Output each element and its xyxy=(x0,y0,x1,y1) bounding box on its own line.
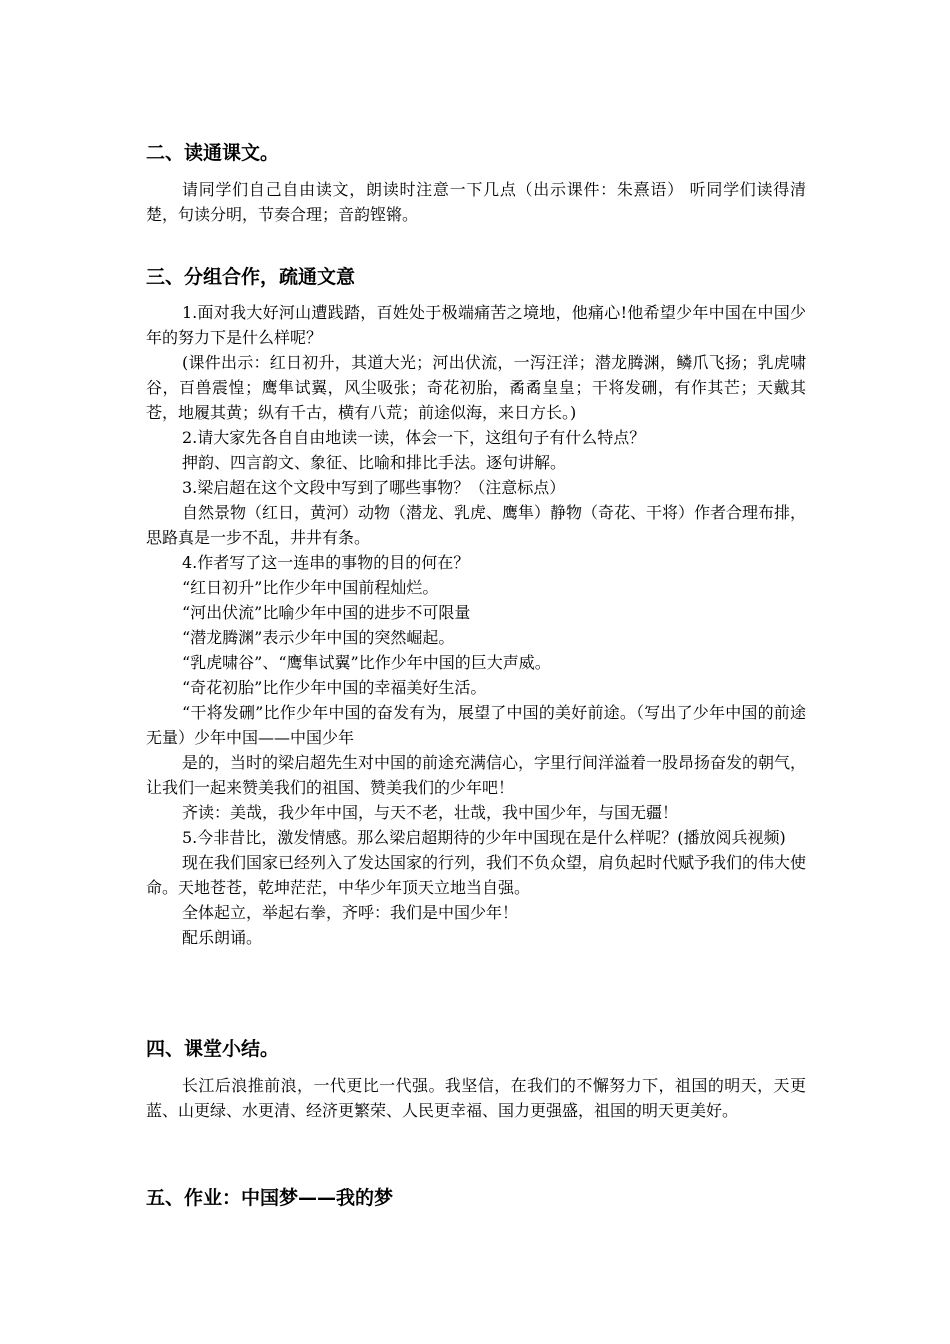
paragraph-read-instructions: 请同学们自己自由读文，朗读时注意一下几点（出示课件：朱熹语） 听同学们读得清楚，句读分明，节奏合理；音韵铿锵。 xyxy=(146,180,806,224)
question-4: 4.作者写了这一连串的事物的目的何在？ xyxy=(182,553,470,572)
answer-5: 现在我们国家已经列入了发达国家的行列，我们不负众望，肩负起时代赋予我们的伟大使命。天地苍苍，乾坤茫茫，中华少年顶天立地当自强。 xyxy=(146,853,807,897)
music-recitation: 配乐朗诵。 xyxy=(182,928,263,947)
question-5: 5.今非昔比，激发情感。那么梁启超期待的少年中国现在是什么样呢？(播放阅兵视频) xyxy=(182,828,786,847)
section-title-homework: 五、作业：中国梦——我的梦 xyxy=(146,1187,394,1209)
group-work-content xyxy=(146,300,806,950)
section-title-summary: 四、课堂小结。 xyxy=(146,1038,280,1060)
commentary: 是的，当时的梁启超先生对中国的前途充满信心，字里行间洋溢着一股昂扬奋发的朝气，让我们一起来赞美我们的祖国、赞美我们的少年吧！ xyxy=(146,753,807,797)
answer-3: 自然景物（红日，黄河）动物（潜龙、乳虎、鹰隼）静物（奇花、干将）作者合理布排，思路真是一步不乱，井井有条。 xyxy=(146,503,807,547)
chorus-reading: 齐读：美哉，我少年中国，与天不老，壮哉，我中国少年，与国无疆！ xyxy=(182,803,679,822)
question-2: 2.请大家先各自自由地读一读，体会一下，这组句子有什么特点？ xyxy=(182,428,646,447)
stand-up-instruction: 全体起立，举起右拳，齐呼：我们是中国少年！ xyxy=(182,903,519,922)
question-3: 3.梁启超在这个文段中写到了哪些事物？（注意标点） xyxy=(182,478,566,497)
section-title-group-work: 三、分组合作，疏通文意 xyxy=(146,266,356,288)
paragraph-summary: 长江后浪推前浪，一代更比一代强。我坚信，在我们的不懈努力下，祖国的明天，天更蓝、山更绿、水更清、经济更繁荣、人民更幸福、国力更强盛，祖国的明天更美好。 xyxy=(146,1076,806,1120)
answer-4-line-3: “潜龙腾渊”表示少年中国的突然崛起。 xyxy=(182,628,455,647)
answer-4-line-4: “乳虎啸谷”、“鹰隼试翼”比作少年中国的巨大声威。 xyxy=(182,653,551,672)
courseware-quote: (课件出示：红日初升，其道大光；河出伏流，一泻汪洋；潜龙腾渊，鳞爪飞扬；乳虎啸谷，百兽震惶；鹰隼试翼，风尘吸张；奇花初胎，矞矞皇皇；干将发硎，有作其芒；天戴其苍，地履其黄；纵有千古，横有八荒；前途似海，来日方长。) xyxy=(146,353,806,422)
answer-2: 押韵、四言韵文、象征、比喻和排比手法。逐句讲解。 xyxy=(182,453,567,472)
answer-4-line-2: “河出伏流”比喻少年中国的进步不可限量 xyxy=(182,603,471,622)
section-title-read-text: 二、读通课文。 xyxy=(146,142,280,164)
question-1: 1.面对我大好河山遭践踏，百姓处于极端痛苦之境地，他痛心!他希望少年中国在中国少年的努力下是什么样呢？ xyxy=(146,303,806,347)
answer-4-line-5: “奇花初胎”比作少年中国的幸福美好生活。 xyxy=(182,678,487,697)
answer-4-line-1: “红日初升”比作少年中国前程灿烂。 xyxy=(182,578,439,597)
answer-4-line-6: “干将发硎”比作少年中国的奋发有为，展望了中国的美好前途。（写出了少年中国的前途无量）少年中国——中国少年 xyxy=(146,703,806,747)
